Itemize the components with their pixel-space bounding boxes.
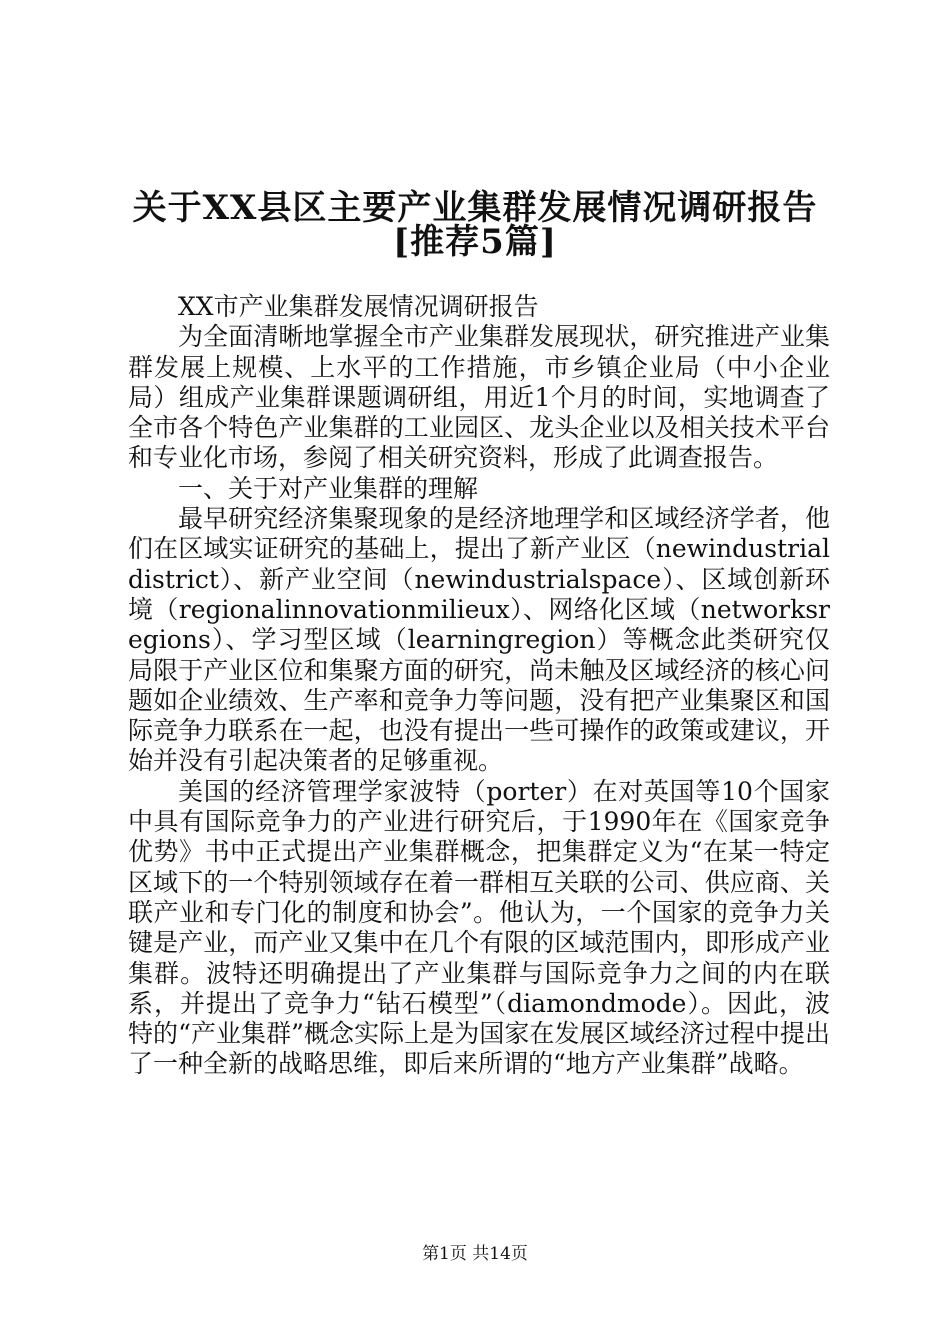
- paragraph-porter: 美国的经济管理学家波特（porter）在对英国等10个国家中具有国际竞争力的产业进行研究后，于1990年在《国家竞争优势》书中正式提出产业集群概念，把集群定义为“在某一特定区域下的一个特别领域存在着一群相互关联的公司、供应商、关联产业和专门化的制度和协会”。他认为，一个国家的竞争力关键是产业，而产业又集中在几个有限的区域范围内，即形成产业集群。波特还明确提出了产业集群与国际竞争力之间的内在联系，并提出了竞争力“钻石模型”（diamondmode）。因此，波特的“产业集群”概念实际上是为国家在发展区域经济过程中提出了一种全新的战略思维，即后来所谓的“地方产业集群”战略。: [128, 776, 830, 1079]
- document-title: 关于XX县区主要产业集群发展情况调研报告: [132, 188, 818, 228]
- paragraph-report-name: XX市产业集群发展情况调研报告: [178, 292, 539, 321]
- page-number-footer: 第1页 共14页: [422, 1244, 528, 1264]
- section-heading: 一、关于对产业集群的理解: [178, 473, 479, 503]
- paragraph-research-history: 最早研究经济集聚现象的是经济地理学和区域经济学者，他们在区域实证研究的基础上，提出了新产业区（newindustrialdistrict）、新产业空间（newindustrialspace）、区域创新环境（regionalinnovationmilieux）、网络化区域（networksregions）、学习型区域（learningregion）等概念此类研究仅局限于产业区位和集聚方面的研究，尚未触及区域经济的核心问题如企业绩效、生产率和竞争力等问题，没有把产业集聚区和国际竞争力联系在一起，也没有提出一些可操作的政策或建议，开始并没有引起决策者的足够重视。: [128, 504, 830, 776]
- paragraph-intro: 为全面清晰地掌握全市产业集群发展现状，研究推进产业集群发展上规模、上水平的工作措施，市乡镇企业局（中小企业局）组成产业集群课题调研组，用近1个月的时间，实地调查了全市各个特色产业集群的工业园区、龙头企业以及相关技术平台和专业化市场，参阅了相关研究资料，形成了此调查报告。: [128, 322, 830, 473]
- document-title-subtitle: [推荐5篇]: [393, 222, 557, 262]
- document-body: [128, 292, 830, 1080]
